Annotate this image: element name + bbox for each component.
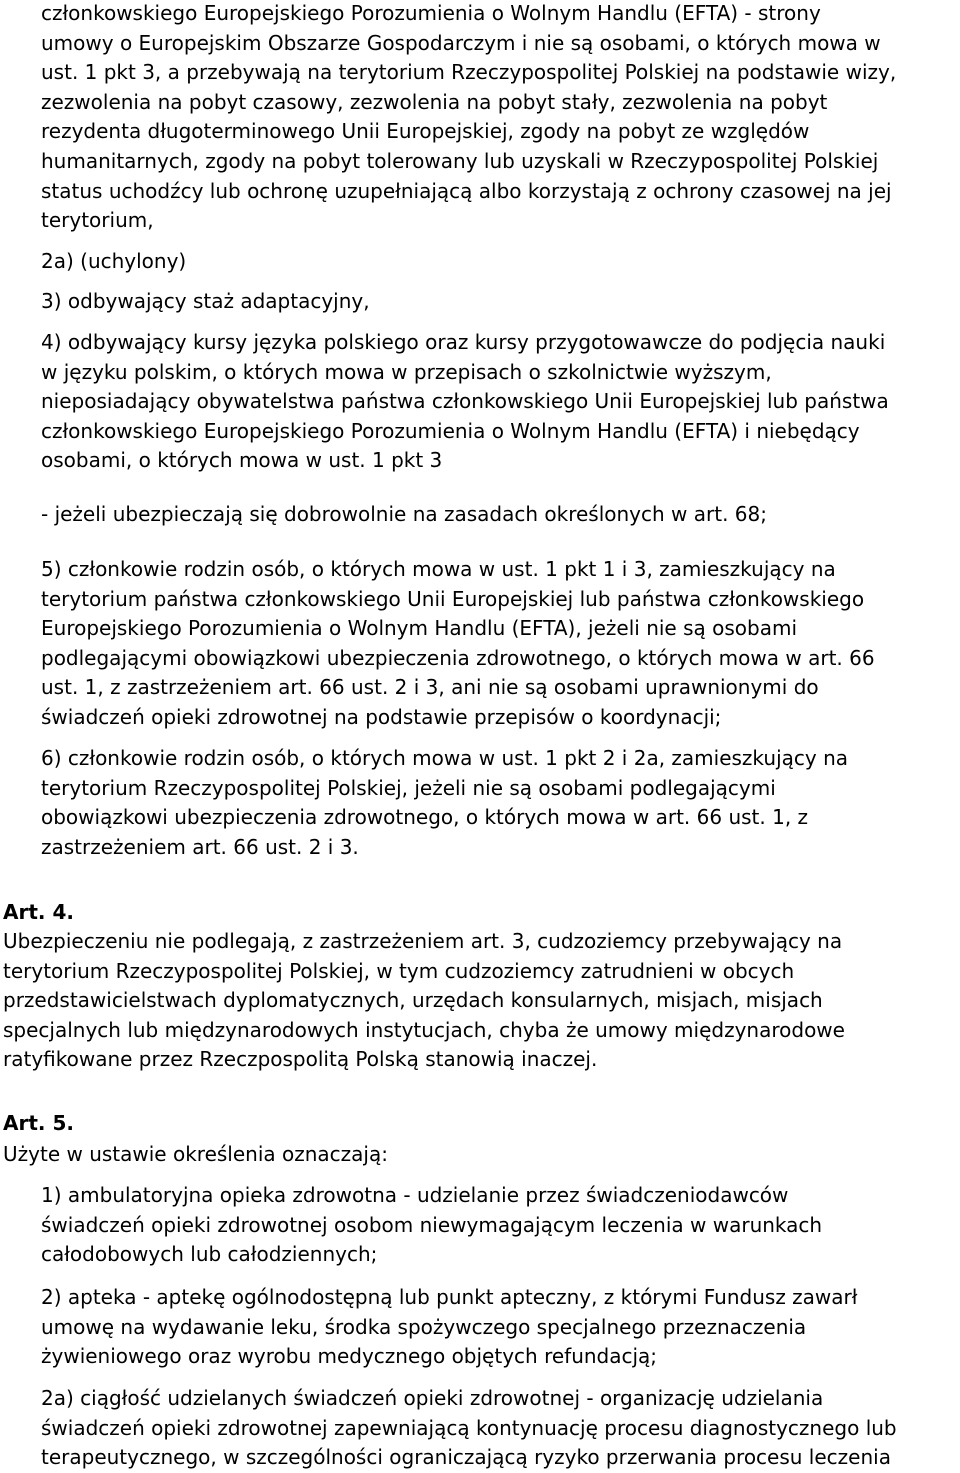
paragraph xyxy=(0,0,960,236)
paragraph xyxy=(0,744,960,862)
text-line: członkowskiego Europejskiego Porozumienia o Wolnym Handlu (EFTA) i niebędący xyxy=(41,418,860,443)
text-line: podlegającymi obowiązkowi ubezpieczenia zdrowotnego, o których mowa w art. 66 xyxy=(41,645,875,670)
text-line: 2) apteka - aptekę ogólnodostępną lub punkt apteczny, z którymi Fundusz zawarł xyxy=(41,1285,858,1309)
text-line: 2a) (uchylony) xyxy=(41,249,187,273)
text-line: Ubezpieczeniu nie podlegają, z zastrzeżeniem art. 3, cudzoziemcy przebywający na xyxy=(3,929,843,953)
text-line: Europejskiego Porozumienia o Wolnym Handlu (EFTA), jeżeli nie są osobami xyxy=(41,616,798,641)
article-heading xyxy=(0,898,960,928)
text-line: 4) odbywający kursy języka polskiego oraz kursy przygotowawcze do podjęcia nauki xyxy=(41,330,886,354)
text-line: 1) ambulatoryjna opieka zdrowotna - udzielanie przez świadczeniodawców xyxy=(41,1183,789,1207)
text-line: Art. 4. xyxy=(3,900,74,924)
text-line: humanitarnych, zgody na pobyt tolerowany lub uzyskali w Rzeczypospolitej Polskiej xyxy=(41,148,879,173)
paragraph xyxy=(0,1283,960,1372)
text-line: 3) odbywający staż adaptacyjny, xyxy=(41,289,370,313)
paragraph xyxy=(0,247,960,277)
text-line: 5) członkowie rodzin osób, o których mowa w ust. 1 pkt 1 i 3, zamieszkujący na xyxy=(41,557,836,581)
text-line: rezydenta długoterminowego Unii Europejskiej, zgody na pobyt ze względów xyxy=(41,119,810,144)
article-heading xyxy=(0,1109,960,1139)
paragraph xyxy=(0,927,960,1075)
text-line: zezwolenia na pobyt czasowy, zezwolenia na pobyt stały, zezwolenia na pobyt xyxy=(41,89,828,114)
text-line: terytorium państwa członkowskiego Unii Europejskiej lub państwa członkowskiego xyxy=(41,586,865,611)
text-line: terytorium, xyxy=(41,208,154,233)
text-line: status uchodźcy lub ochronę uzupełniającą albo korzystają z ochrony czasowej na jej xyxy=(41,178,892,203)
paragraph xyxy=(0,287,960,317)
paragraph xyxy=(0,500,960,530)
text-line: świadczeń opieki zdrowotnej osobom niewymagającym leczenia w warunkach xyxy=(41,1212,823,1237)
paragraph xyxy=(0,1140,960,1170)
text-line: przedstawicielstwach dyplomatycznych, urzędach konsularnych, misjach, misjach xyxy=(3,988,823,1013)
text-line: terapeutycznego, w szczególności ograniczającą ryzyko przerwania procesu leczenia xyxy=(41,1445,891,1470)
text-line: - jeżeli ubezpieczają się dobrowolnie na zasadach określonych w art. 68; xyxy=(41,502,767,526)
text-line: 2a) ciągłość udzielanych świadczeń opieki zdrowotnej - organizację udzielania xyxy=(41,1386,824,1410)
text-line: świadczeń opieki zdrowotnej na podstawie przepisów o koordynacji; xyxy=(41,704,722,729)
text-line: żywieniowego oraz wyrobu medycznego objętych refundacją; xyxy=(41,1344,658,1369)
paragraph xyxy=(0,555,960,733)
text-line: 6) członkowie rodzin osób, o których mowa w ust. 1 pkt 2 i 2a, zamieszkujący na xyxy=(41,746,849,770)
text-line: Użyte w ustawie określenia oznaczają: xyxy=(3,1142,388,1166)
text-line: osobami, o których mowa w ust. 1 pkt 3 xyxy=(41,448,443,473)
text-line: świadczeń opieki zdrowotnej zapewniającą kontynuację procesu diagnostycznego lub xyxy=(41,1415,897,1440)
paragraph xyxy=(0,1384,960,1473)
text-line: ust. 1 pkt 3, a przebywają na terytorium Rzeczypospolitej Polskiej na podstawie wizy, xyxy=(41,60,897,85)
text-line: Art. 5. xyxy=(3,1111,74,1135)
text-line: terytorium Rzeczypospolitej Polskiej, jeżeli nie są osobami podlegającymi xyxy=(41,775,776,800)
text-line: ratyfikowane przez Rzeczpospolitą Polską stanowią inaczej. xyxy=(3,1047,598,1072)
text-line: terytorium Rzeczypospolitej Polskiej, w tym cudzoziemcy zatrudnieni w obcych xyxy=(3,958,795,983)
text-line: członkowskiego Europejskiego Porozumienia o Wolnym Handlu (EFTA) - strony xyxy=(41,1,821,25)
text-line: obowiązkowi ubezpieczenia zdrowotnego, o których mowa w art. 66 ust. 1, z xyxy=(41,805,809,830)
text-line: całodobowych lub całodziennych; xyxy=(41,1242,378,1267)
text-line: w języku polskim, o których mowa w przepisach o szkolnictwie wyższym, xyxy=(41,359,772,384)
paragraph xyxy=(0,1181,960,1270)
text-line: umowy o Europejskim Obszarze Gospodarczym i nie są osobami, o których mowa w xyxy=(41,30,881,55)
text-line: specjalnych lub międzynarodowych instytucjach, chyba że umowy międzynarodowe xyxy=(3,1017,845,1042)
paragraph xyxy=(0,328,960,476)
text-line: umowę na wydawanie leku, środka spożywczego specjalnego przeznaczenia xyxy=(41,1314,807,1339)
text-line: ust. 1, z zastrzeżeniem art. 66 ust. 2 i 3, ani nie są osobami uprawnionymi do xyxy=(41,675,819,700)
text-line: nieposiadający obywatelstwa państwa członkowskiego Unii Europejskiej lub państwa xyxy=(41,389,889,414)
text-line: zastrzeżeniem art. 66 ust. 2 i 3. xyxy=(41,834,359,859)
